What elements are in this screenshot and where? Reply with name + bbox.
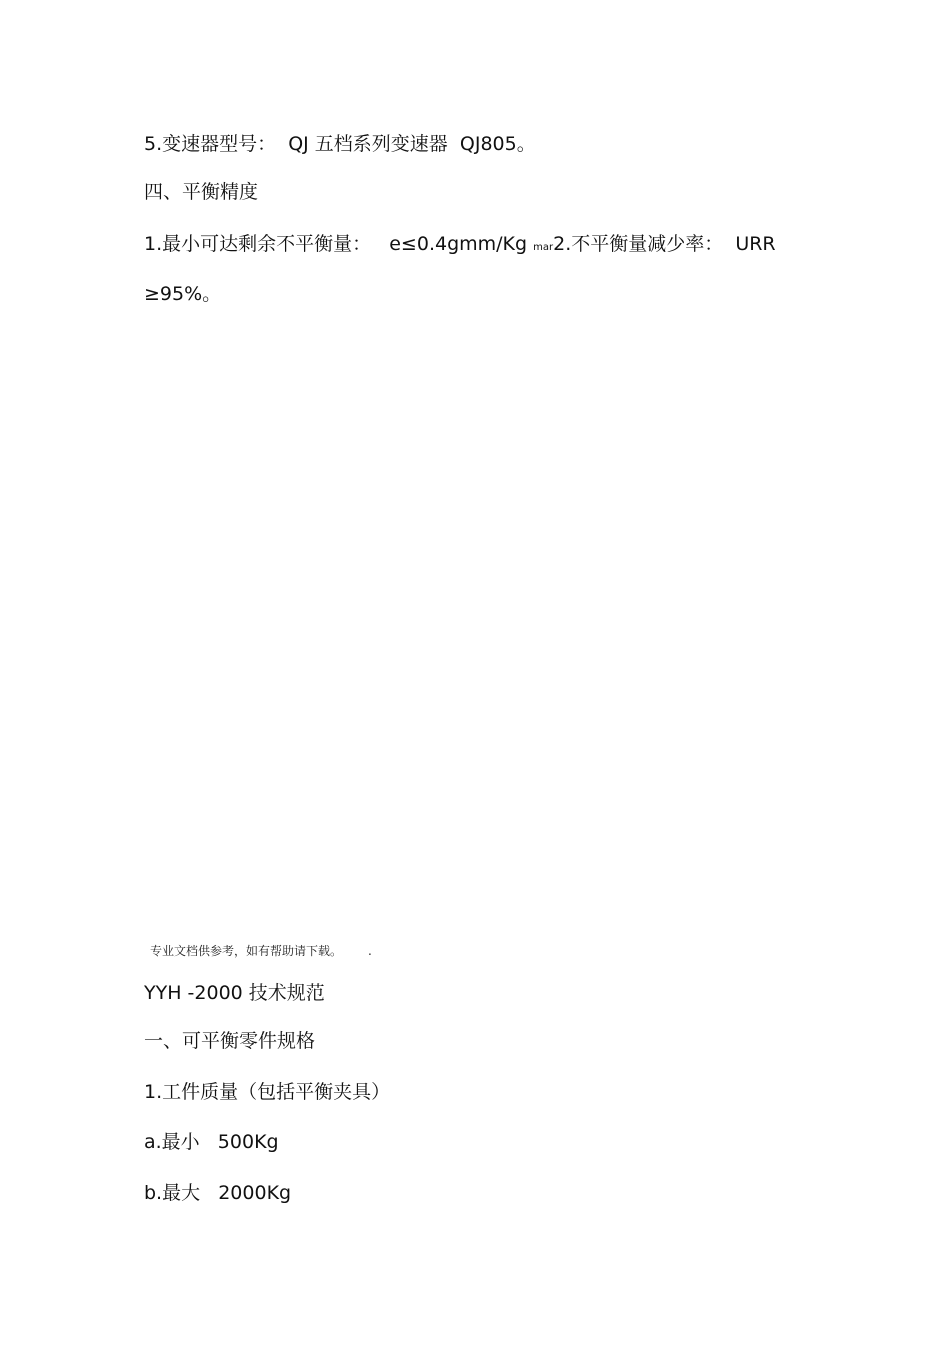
- footer-dot: .: [368, 944, 372, 958]
- spec-title: YYH -2000 技术规范: [144, 982, 325, 1004]
- min-mass-item: a.最小 500Kg: [144, 1131, 279, 1153]
- section-balance-accuracy-heading: 四、平衡精度: [144, 181, 259, 203]
- residual-unbalance-text: 1.最小可达剩余不平衡量： e≤0.4gmm/Kg: [144, 233, 534, 255]
- section-part-spec-heading: 一、可平衡零件规格: [144, 1030, 316, 1052]
- reduction-rate-text: 2.不平衡量减少率： URR: [553, 233, 776, 255]
- max-mass-item: b.最大 2000Kg: [144, 1182, 292, 1204]
- download-note-footer: [150, 942, 372, 960]
- download-note-text: 专业文档供参考，如有帮助请下载。: [150, 944, 343, 958]
- reduction-rate-value-line: ≥95%。: [144, 283, 222, 305]
- workpiece-mass-item: 1.工件质量（包括平衡夹具）: [144, 1081, 391, 1103]
- transmission-model-line: 5.变速器型号： QJ 五档系列变速器 QJ805。: [144, 133, 536, 155]
- residual-unbalance-line: [144, 231, 776, 261]
- mar-subscript: mar: [533, 242, 554, 253]
